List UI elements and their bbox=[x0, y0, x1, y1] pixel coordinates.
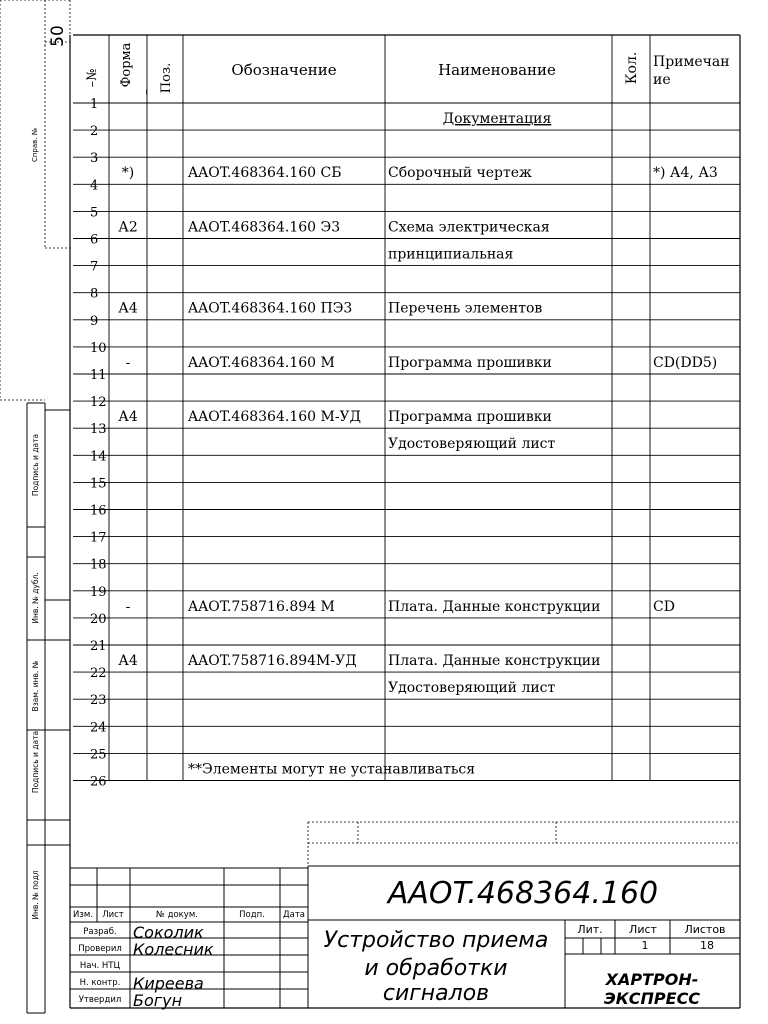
line-number: 5 bbox=[90, 205, 99, 221]
signatory-name: Колесник bbox=[133, 940, 214, 959]
product-title-line1: Устройство приема bbox=[323, 928, 549, 953]
side-label-inv-podl: Инв. № подл bbox=[31, 870, 40, 920]
signatory-name: Богун bbox=[133, 991, 183, 1010]
line-number: 23 bbox=[90, 693, 107, 709]
cell-forma: А4 bbox=[118, 653, 138, 669]
cell-naimenovanie: Сборочный чертеж bbox=[388, 165, 532, 182]
company-line1: ХАРТРОН- bbox=[605, 970, 699, 989]
signatory-name: Киреева bbox=[133, 974, 204, 993]
cell-forma: А4 bbox=[118, 300, 138, 317]
cell-oboznachenie: AAOT.468364.160 М-УД bbox=[188, 409, 362, 426]
signatory-name: Соколик bbox=[133, 923, 204, 942]
col-izm: Изм. bbox=[73, 910, 93, 920]
role-label: Проверил bbox=[78, 944, 122, 954]
header-primechanie-line2: ие bbox=[653, 72, 671, 88]
line-number: 4 bbox=[90, 178, 99, 194]
line-number: 20 bbox=[90, 611, 107, 627]
role-label: Н. контр. bbox=[79, 978, 121, 988]
cell-forma: *) bbox=[121, 165, 135, 182]
company-line2: ЭКСПРЕСС bbox=[603, 989, 701, 1008]
top-corner-number: 50 bbox=[48, 25, 68, 47]
line-number: 8 bbox=[90, 286, 99, 302]
cell-oboznachenie: AAOT.468364.160 ПЭ3 bbox=[188, 300, 353, 317]
title-block-dotted bbox=[308, 822, 740, 866]
line-number: 17 bbox=[90, 530, 107, 546]
product-title-line2: и обработки bbox=[364, 956, 508, 981]
lit-label: Лит. bbox=[577, 923, 603, 936]
line-number: 15 bbox=[90, 476, 107, 492]
list-label: Лист bbox=[629, 923, 657, 936]
line-number: 1 bbox=[90, 97, 99, 112]
cell-oboznachenie: AAOT.758716.894 М bbox=[188, 598, 335, 615]
header-num: –№ bbox=[85, 68, 100, 88]
cell-oboznachenie: AAOT.468364.160 М bbox=[188, 354, 335, 371]
line-number: 26 bbox=[90, 774, 107, 790]
side-label-inv-dubl: Инв. № дубл. bbox=[31, 572, 40, 624]
header-forma: Форма bbox=[119, 42, 134, 88]
cell-oboznachenie: AAOT.468364.160 СБ bbox=[188, 165, 342, 182]
table-header bbox=[85, 42, 730, 94]
cell-primechanie: CD bbox=[653, 598, 675, 615]
title-block-col-headers bbox=[73, 910, 305, 920]
line-number: 19 bbox=[90, 584, 107, 600]
line-number: 25 bbox=[90, 747, 107, 763]
line-number: 6 bbox=[90, 232, 99, 248]
col-list: Лист bbox=[102, 910, 124, 920]
line-number: 13 bbox=[90, 422, 107, 438]
line-number: 11 bbox=[90, 368, 107, 383]
col-podp: Подп. bbox=[239, 910, 265, 920]
cell-forma: А2 bbox=[118, 219, 138, 236]
list-value: 1 bbox=[641, 939, 649, 952]
cell-naimenovanie: Программа прошивки bbox=[388, 354, 552, 371]
cell-naimenovanie: Схема электрическая bbox=[388, 219, 550, 236]
line-number: 2 bbox=[90, 124, 99, 140]
line-numbers bbox=[90, 97, 107, 790]
listov-label: Листов bbox=[684, 923, 726, 936]
cell-naimenovanie: Плата. Данные конструкции bbox=[388, 598, 601, 615]
role-label: Нач. НТЦ bbox=[79, 961, 121, 971]
listov-value: 18 bbox=[700, 939, 714, 952]
cell-oboznachenie: AAOT.758716.894М-УД bbox=[188, 653, 357, 669]
cell-naimenovanie: принципиальная bbox=[388, 246, 514, 263]
line-number: 7 bbox=[90, 259, 99, 275]
line-number: 14 bbox=[90, 449, 107, 465]
cell-oboznachenie: AAOT.468364.160 Э3 bbox=[188, 219, 341, 236]
header-poz: Поз. bbox=[159, 62, 174, 94]
line-number: 16 bbox=[90, 503, 107, 519]
cell-forma: А4 bbox=[118, 409, 138, 426]
cell-naimenovanie: Документация bbox=[442, 111, 552, 127]
header-forma-sub: _ bbox=[136, 89, 147, 95]
footnote-text: **Элементы могут не устанавливаться bbox=[188, 761, 476, 778]
line-number: 21 bbox=[90, 639, 107, 654]
product-title-line3: сигналов bbox=[382, 981, 490, 1006]
line-number: 9 bbox=[90, 313, 99, 329]
signature-roles bbox=[78, 923, 214, 1010]
cell-primechanie: CD(DD5) bbox=[653, 354, 718, 371]
line-number: 12 bbox=[90, 395, 107, 411]
header-primechanie-line1: Примечан bbox=[653, 54, 730, 70]
line-number: 22 bbox=[90, 666, 107, 682]
col-data: Дата bbox=[282, 910, 306, 920]
cell-naimenovanie: Перечень элементов bbox=[388, 300, 543, 317]
line-number: 24 bbox=[90, 720, 107, 736]
header-kol: Кол. bbox=[624, 51, 640, 85]
cell-naimenovanie: Удостоверяющий лист bbox=[388, 436, 556, 453]
cell-naimenovanie: Удостоверяющий лист bbox=[388, 680, 556, 697]
header-oboznachenie: Обозначение bbox=[231, 61, 337, 79]
col-n-dokum: № докум. bbox=[156, 910, 198, 920]
role-label: Разраб. bbox=[83, 927, 117, 937]
cell-forma: - bbox=[125, 354, 131, 371]
line-number: 18 bbox=[90, 557, 107, 573]
top-left-dotted-frame bbox=[0, 0, 70, 400]
header-naimenovanie: Наименование bbox=[438, 61, 556, 79]
side-label-podpis-data-1: Подпись и дата bbox=[31, 433, 40, 497]
cell-forma: - bbox=[125, 598, 131, 615]
side-label-sprav: Справ. № bbox=[31, 127, 39, 163]
role-label: Утвердил bbox=[78, 995, 122, 1005]
cell-naimenovanie: Плата. Данные конструкции bbox=[388, 653, 601, 669]
side-label-podpis-data-2: Подпись и дата bbox=[31, 730, 40, 794]
cell-primechanie: *) А4, А3 bbox=[653, 165, 718, 182]
line-number: 3 bbox=[90, 151, 99, 167]
side-label-vzam-inv: Взам. инв. № bbox=[31, 660, 40, 712]
cell-naimenovanie: Программа прошивки bbox=[388, 409, 552, 426]
document-designation: AAOT.468364.160 bbox=[387, 876, 659, 911]
line-number: 10 bbox=[90, 340, 107, 356]
